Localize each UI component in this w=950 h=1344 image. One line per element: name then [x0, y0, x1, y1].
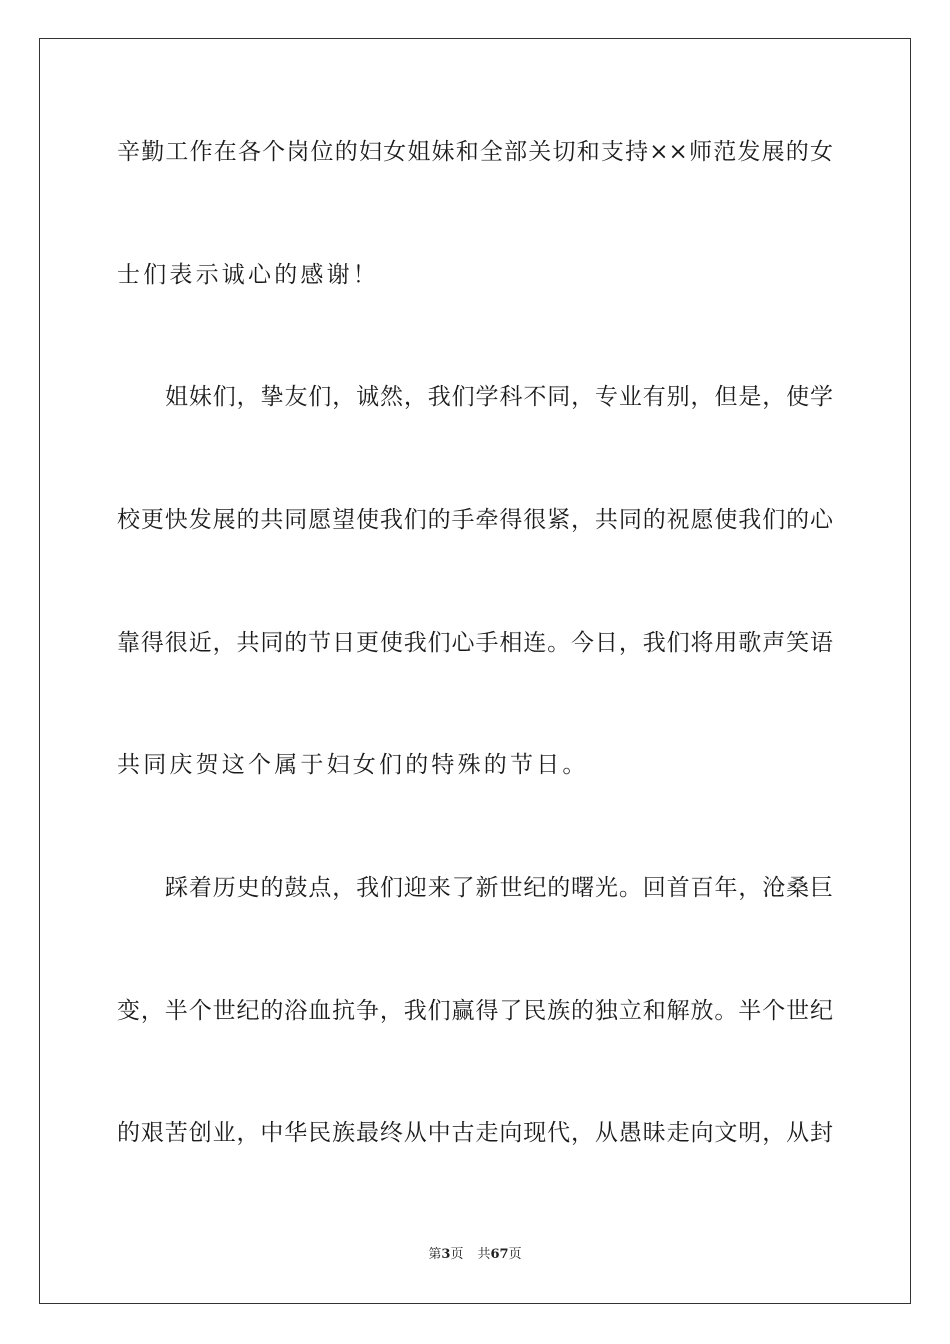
page-prefix: 第 [428, 1247, 442, 1262]
total-pages: 67 [490, 1247, 509, 1262]
text-line: 校更快发展的共同愿望使我们的手牵得很紧，共同的祝愿使我们的心 [117, 507, 833, 533]
text-line: 辛勤工作在各个岗位的妇女姐妹和全部关切和支持××师范发展的女 [117, 139, 833, 165]
page-suffix: 页 [450, 1247, 464, 1262]
total-suffix: 页 [508, 1247, 522, 1262]
text-line: 变，半个世纪的浴血抗争，我们赢得了民族的独立和解放。半个世纪 [117, 998, 833, 1024]
paragraph-start-line: 踩着历史的鼓点，我们迎来了新世纪的曙光。回首百年，沧桑巨 [165, 875, 833, 901]
text-line: 靠得很近，共同的节日更使我们心手相连。今日，我们将用歌声笑语 [117, 630, 833, 656]
paragraph-start-line: 姐妹们，挚友们，诚然，我们学科不同，专业有别，但是，使学 [165, 384, 833, 410]
page-number: 3 [441, 1247, 451, 1262]
text-line: 士们表示诚心的感谢！ [117, 262, 379, 288]
page-border [39, 38, 911, 1304]
page-footer [0, 1246, 950, 1264]
text-line: 共同庆贺这个属于妇女们的特殊的节日。 [117, 752, 589, 778]
text-line: 的艰苦创业，中华民族最终从中古走向现代，从愚昧走向文明，从封 [117, 1120, 833, 1146]
total-prefix: 共 [477, 1247, 491, 1262]
